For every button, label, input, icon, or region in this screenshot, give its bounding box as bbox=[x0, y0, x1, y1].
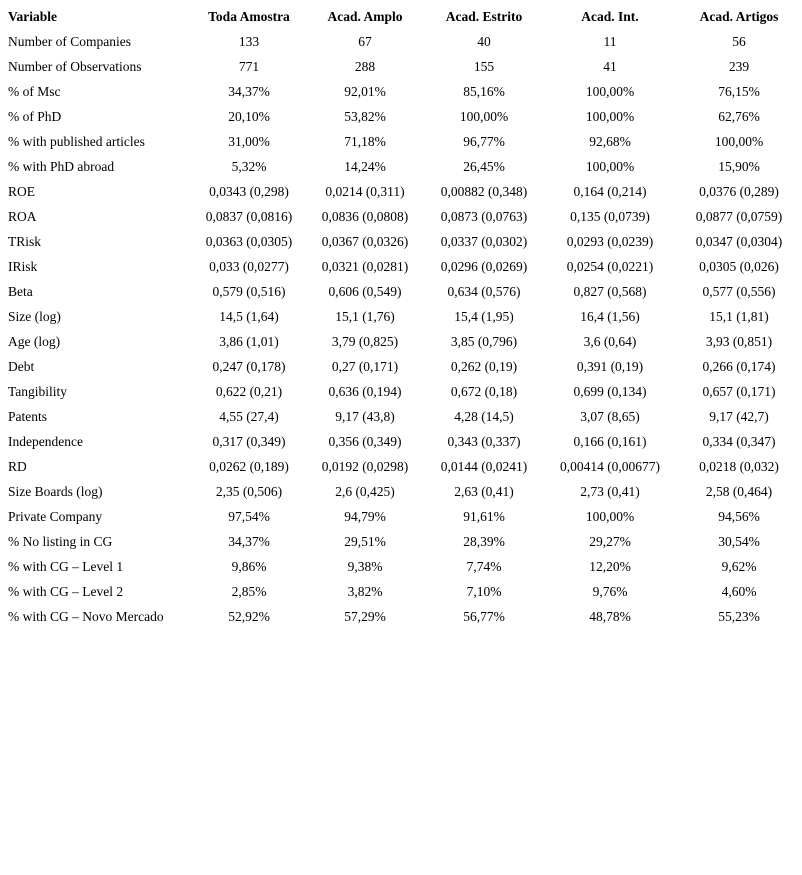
value-cell: 0,0837 (0,0816) bbox=[205, 208, 293, 224]
value-cell: 57,29% bbox=[344, 608, 386, 624]
value-cell: 0,606 (0,549) bbox=[328, 283, 402, 299]
variable-cell: Age (log) bbox=[8, 333, 61, 349]
variable-cell: % with PhD abroad bbox=[8, 158, 115, 174]
value-cell: 9,86% bbox=[231, 558, 267, 574]
value-cell: 0,636 (0,194) bbox=[328, 383, 402, 399]
value-cell: 0,0337 (0,0302) bbox=[440, 233, 528, 249]
value-cell: 11 bbox=[603, 33, 617, 49]
variable-cell: Patents bbox=[8, 408, 47, 424]
value-cell: 0,0376 (0,289) bbox=[699, 183, 779, 199]
value-cell: 0,634 (0,576) bbox=[447, 283, 521, 299]
value-cell: 0,356 (0,349) bbox=[328, 433, 402, 449]
value-cell: 76,15% bbox=[718, 83, 760, 99]
paper-table-page bbox=[0, 4, 802, 875]
value-cell: 0,0192 (0,0298) bbox=[321, 458, 409, 474]
table-row bbox=[0, 79, 802, 104]
value-cell: 133 bbox=[238, 33, 260, 49]
value-cell: 94,79% bbox=[344, 508, 386, 524]
table-row bbox=[0, 254, 802, 279]
variable-cell: % of PhD bbox=[8, 108, 62, 124]
value-cell: 31,00% bbox=[228, 133, 270, 149]
table-header bbox=[0, 4, 802, 29]
variable-cell: % with published articles bbox=[8, 133, 145, 149]
value-cell: 85,16% bbox=[463, 83, 505, 99]
value-cell: 34,37% bbox=[228, 83, 270, 99]
table-row bbox=[0, 529, 802, 554]
value-cell: 0,0347 (0,0304) bbox=[695, 233, 783, 249]
table-row bbox=[0, 179, 802, 204]
variable-cell: Tangibility bbox=[8, 383, 68, 399]
variable-cell: % of Msc bbox=[8, 83, 61, 99]
value-cell: 0,0873 (0,0763) bbox=[440, 208, 528, 224]
value-cell: 4,55 (27,4) bbox=[219, 408, 279, 424]
variable-cell: % No listing in CG bbox=[8, 533, 113, 549]
table-row bbox=[0, 29, 802, 54]
variable-cell: Number of Observations bbox=[8, 58, 142, 74]
variable-cell: Private Company bbox=[8, 508, 103, 524]
value-cell: 2,85% bbox=[231, 583, 267, 599]
table-row bbox=[0, 329, 802, 354]
table-row bbox=[0, 154, 802, 179]
value-cell: 3,79 (0,825) bbox=[331, 333, 399, 349]
value-cell: 0,0363 (0,0305) bbox=[205, 233, 293, 249]
value-cell: 0,699 (0,134) bbox=[573, 383, 647, 399]
table-row bbox=[0, 504, 802, 529]
value-cell: 12,20% bbox=[589, 558, 631, 574]
value-cell: 34,37% bbox=[228, 533, 270, 549]
value-cell: 97,54% bbox=[228, 508, 270, 524]
value-cell: 0,266 (0,174) bbox=[702, 358, 776, 374]
value-cell: 0,0254 (0,0221) bbox=[566, 258, 654, 274]
value-cell: 0,657 (0,171) bbox=[702, 383, 776, 399]
value-cell: 0,317 (0,349) bbox=[212, 433, 286, 449]
value-cell: 55,23% bbox=[718, 608, 760, 624]
value-cell: 92,01% bbox=[344, 83, 386, 99]
table-row bbox=[0, 229, 802, 254]
value-cell: 3,07 (8,65) bbox=[580, 408, 640, 424]
value-cell: 3,82% bbox=[347, 583, 383, 599]
table-row bbox=[0, 204, 802, 229]
value-cell: 0,0343 (0,298) bbox=[209, 183, 289, 199]
value-cell: 2,63 (0,41) bbox=[454, 483, 514, 499]
value-cell: 0,0144 (0,0241) bbox=[440, 458, 528, 474]
value-cell: 0,0296 (0,0269) bbox=[440, 258, 528, 274]
column-header: Acad. Int. bbox=[581, 8, 639, 24]
value-cell: 3,85 (0,796) bbox=[450, 333, 518, 349]
value-cell: 0,0877 (0,0759) bbox=[695, 208, 783, 224]
table-row bbox=[0, 129, 802, 154]
value-cell: 100,00% bbox=[459, 108, 509, 124]
value-cell: 40 bbox=[477, 33, 491, 49]
value-cell: 48,78% bbox=[589, 608, 631, 624]
value-cell: 91,61% bbox=[463, 508, 505, 524]
table-row bbox=[0, 379, 802, 404]
table-row bbox=[0, 279, 802, 304]
value-cell: 2,73 (0,41) bbox=[580, 483, 640, 499]
value-cell: 3,6 (0,64) bbox=[583, 333, 637, 349]
value-cell: 100,00% bbox=[585, 508, 635, 524]
value-cell: 56,77% bbox=[463, 608, 505, 624]
value-cell: 100,00% bbox=[585, 83, 635, 99]
value-cell: 9,38% bbox=[347, 558, 383, 574]
table-row bbox=[0, 479, 802, 504]
value-cell: 2,58 (0,464) bbox=[705, 483, 773, 499]
value-cell: 67 bbox=[358, 33, 372, 49]
table-row bbox=[0, 104, 802, 129]
value-cell: 0,0218 (0,032) bbox=[699, 458, 779, 474]
table-row bbox=[0, 554, 802, 579]
table-row bbox=[0, 354, 802, 379]
variable-cell: ROE bbox=[8, 183, 35, 199]
variable-cell: % with CG – Level 1 bbox=[8, 558, 124, 574]
column-header: Acad. Artigos bbox=[699, 8, 779, 24]
value-cell: 4,60% bbox=[721, 583, 757, 599]
value-cell: 0,0262 (0,189) bbox=[209, 458, 289, 474]
variable-cell: Independence bbox=[8, 433, 83, 449]
value-cell: 26,45% bbox=[463, 158, 505, 174]
variable-cell: % with CG – Novo Mercado bbox=[8, 608, 164, 624]
value-cell: 9,62% bbox=[721, 558, 757, 574]
variable-cell: RD bbox=[8, 458, 27, 474]
value-cell: 0,827 (0,568) bbox=[573, 283, 647, 299]
value-cell: 0,27 (0,171) bbox=[331, 358, 399, 374]
value-cell: 0,577 (0,556) bbox=[702, 283, 776, 299]
value-cell: 15,1 (1,81) bbox=[709, 308, 769, 324]
value-cell: 28,39% bbox=[463, 533, 505, 549]
value-cell: 41 bbox=[603, 58, 617, 74]
column-header: Toda Amostra bbox=[208, 8, 290, 24]
variable-cell: Size (log) bbox=[8, 308, 61, 324]
value-cell: 56 bbox=[732, 33, 746, 49]
value-cell: 14,24% bbox=[344, 158, 386, 174]
value-cell: 0,166 (0,161) bbox=[573, 433, 647, 449]
value-cell: 3,93 (0,851) bbox=[705, 333, 773, 349]
value-cell: 0,247 (0,178) bbox=[212, 358, 286, 374]
value-cell: 15,4 (1,95) bbox=[454, 308, 514, 324]
value-cell: 0,0293 (0,0239) bbox=[566, 233, 654, 249]
variable-cell: % with CG – Level 2 bbox=[8, 583, 124, 599]
value-cell: 0,033 (0,0277) bbox=[209, 258, 289, 274]
variable-cell: Number of Companies bbox=[8, 33, 131, 49]
table-row bbox=[0, 454, 802, 479]
value-cell: 0,391 (0,19) bbox=[576, 358, 644, 374]
value-cell: 4,28 (14,5) bbox=[454, 408, 514, 424]
value-cell: 52,92% bbox=[228, 608, 270, 624]
value-cell: 0,672 (0,18) bbox=[450, 383, 518, 399]
value-cell: 2,6 (0,425) bbox=[335, 483, 395, 499]
value-cell: 94,56% bbox=[718, 508, 760, 524]
value-cell: 7,74% bbox=[466, 558, 502, 574]
value-cell: 0,135 (0,0739) bbox=[570, 208, 650, 224]
value-cell: 0,262 (0,19) bbox=[450, 358, 518, 374]
value-cell: 771 bbox=[238, 58, 260, 74]
table-row bbox=[0, 404, 802, 429]
value-cell: 0,0305 (0,026) bbox=[699, 258, 779, 274]
table-row bbox=[0, 429, 802, 454]
value-cell: 14,5 (1,64) bbox=[219, 308, 279, 324]
value-cell: 3,86 (1,01) bbox=[219, 333, 279, 349]
value-cell: 92,68% bbox=[589, 133, 631, 149]
value-cell: 71,18% bbox=[344, 133, 386, 149]
value-cell: 288 bbox=[354, 58, 376, 74]
value-cell: 100,00% bbox=[585, 158, 635, 174]
value-cell: 0,579 (0,516) bbox=[212, 283, 286, 299]
table-row bbox=[0, 579, 802, 604]
value-cell: 100,00% bbox=[714, 133, 764, 149]
header-row bbox=[0, 4, 802, 29]
value-cell: 0,00882 (0,348) bbox=[440, 183, 528, 199]
variable-cell: IRisk bbox=[8, 258, 38, 274]
value-cell: 100,00% bbox=[585, 108, 635, 124]
value-cell: 0,622 (0,21) bbox=[215, 383, 283, 399]
value-cell: 0,343 (0,337) bbox=[447, 433, 521, 449]
column-header: Acad. Amplo bbox=[327, 8, 403, 24]
value-cell: 0,0836 (0,0808) bbox=[321, 208, 409, 224]
table-body bbox=[0, 29, 802, 629]
summary-statistics-table bbox=[0, 4, 802, 629]
value-cell: 9,17 (43,8) bbox=[335, 408, 395, 424]
value-cell: 0,00414 (0,00677) bbox=[559, 458, 661, 474]
value-cell: 0,0367 (0,0326) bbox=[321, 233, 409, 249]
value-cell: 0,0214 (0,311) bbox=[325, 183, 405, 199]
value-cell: 0,334 (0,347) bbox=[702, 433, 776, 449]
value-cell: 0,0321 (0,0281) bbox=[321, 258, 409, 274]
variable-cell: Size Boards (log) bbox=[8, 483, 103, 499]
value-cell: 15,1 (1,76) bbox=[335, 308, 395, 324]
value-cell: 20,10% bbox=[228, 108, 270, 124]
variable-cell: Debt bbox=[8, 358, 35, 374]
value-cell: 62,76% bbox=[718, 108, 760, 124]
value-cell: 29,27% bbox=[589, 533, 631, 549]
value-cell: 155 bbox=[473, 58, 495, 74]
table-row bbox=[0, 604, 802, 629]
value-cell: 96,77% bbox=[463, 133, 505, 149]
value-cell: 29,51% bbox=[344, 533, 386, 549]
variable-cell: ROA bbox=[8, 208, 37, 224]
value-cell: 5,32% bbox=[231, 158, 267, 174]
table-row bbox=[0, 54, 802, 79]
table-row bbox=[0, 304, 802, 329]
column-header: Variable bbox=[8, 8, 58, 24]
value-cell: 9,76% bbox=[592, 583, 628, 599]
value-cell: 53,82% bbox=[344, 108, 386, 124]
variable-cell: TRisk bbox=[8, 233, 42, 249]
value-cell: 9,17 (42,7) bbox=[709, 408, 769, 424]
value-cell: 2,35 (0,506) bbox=[215, 483, 283, 499]
value-cell: 15,90% bbox=[718, 158, 760, 174]
column-header: Acad. Estrito bbox=[445, 8, 523, 24]
value-cell: 239 bbox=[728, 58, 750, 74]
value-cell: 0,164 (0,214) bbox=[573, 183, 647, 199]
variable-cell: Beta bbox=[8, 283, 33, 299]
value-cell: 16,4 (1,56) bbox=[580, 308, 640, 324]
value-cell: 7,10% bbox=[466, 583, 502, 599]
value-cell: 30,54% bbox=[718, 533, 760, 549]
